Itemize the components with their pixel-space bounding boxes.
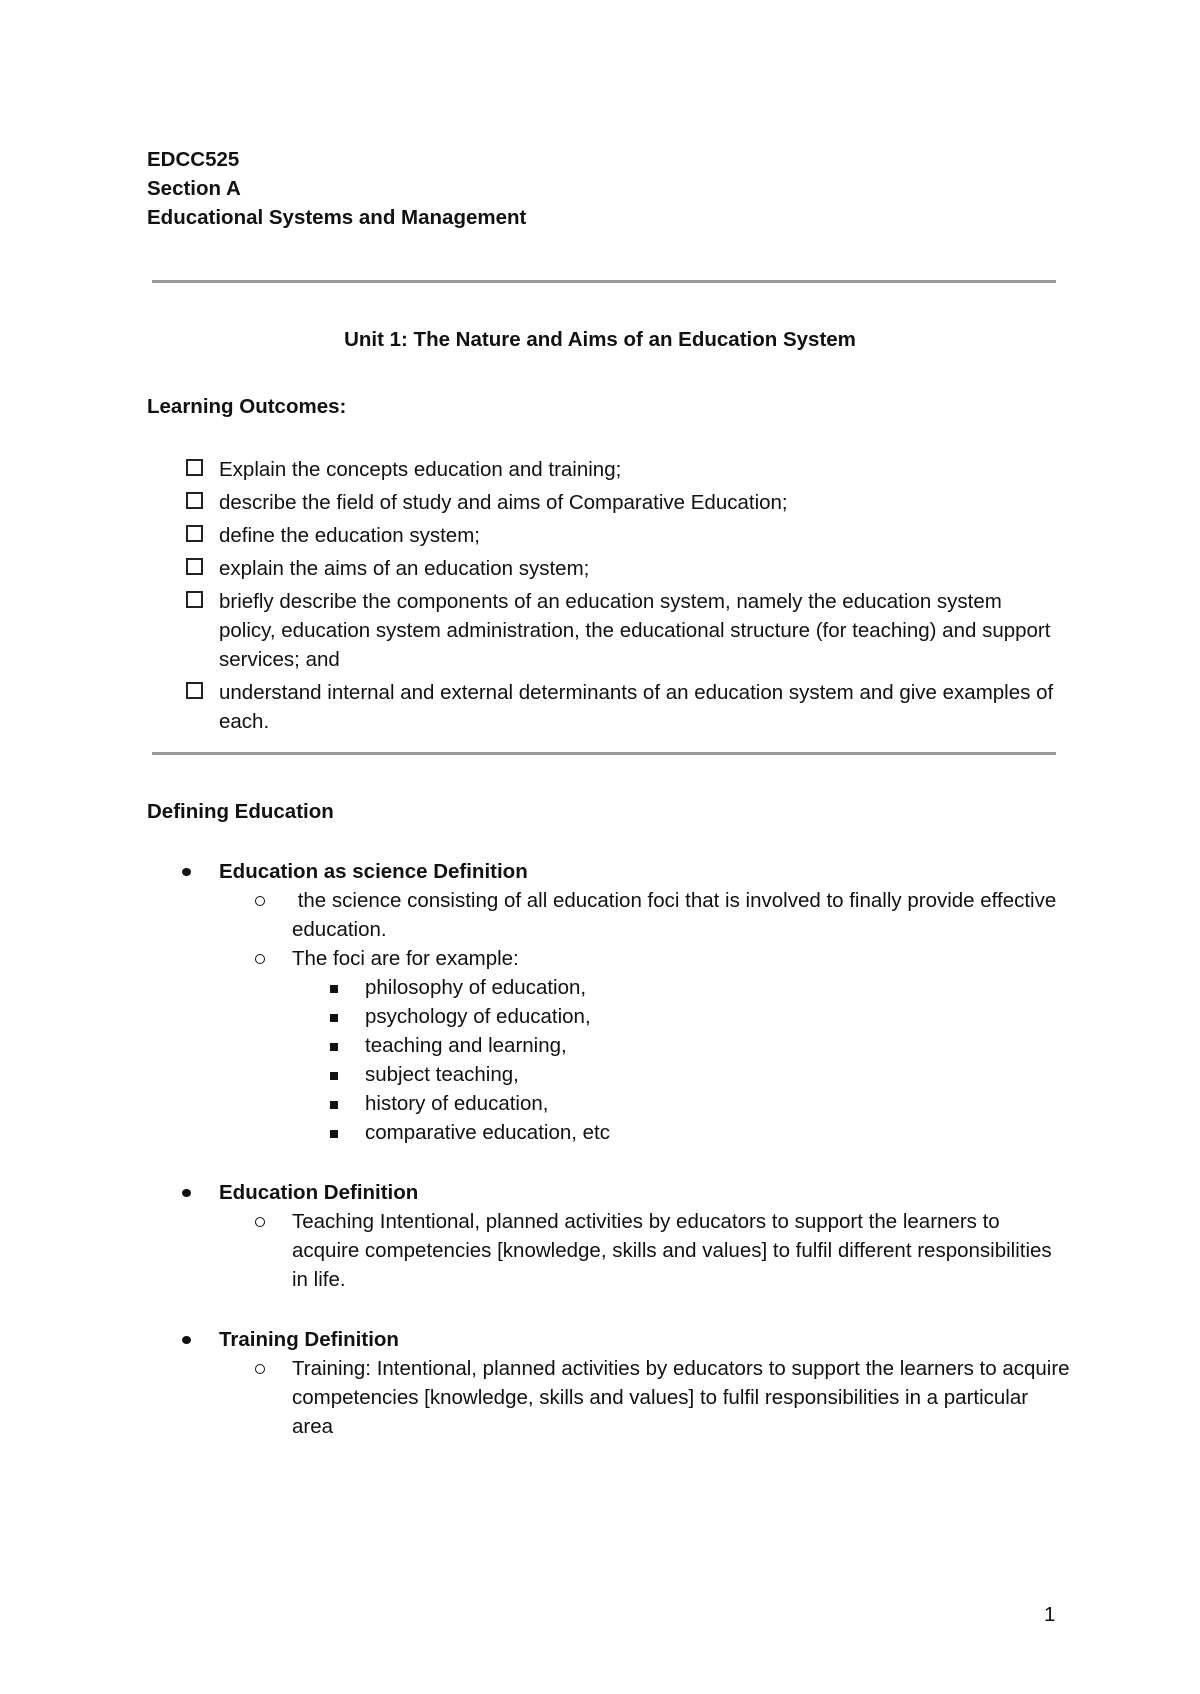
- bullet-icon: [182, 868, 191, 876]
- bullet-title: Education as science Definition: [219, 860, 528, 883]
- sub-text: Teaching Intentional, planned activities by educators to support the learners to acquire competencies [knowledge, skills and values] to fulfil different responsibilities in life.: [292, 1210, 1052, 1291]
- bullet-title: Training Definition: [219, 1328, 399, 1351]
- foci-text: subject teaching,: [365, 1063, 519, 1086]
- section-label: Section A: [147, 177, 241, 200]
- divider-top: [152, 280, 1056, 283]
- square-bullet-icon: [330, 1101, 338, 1109]
- circle-bullet-icon: [255, 1364, 265, 1374]
- circle-bullet-icon: [255, 954, 265, 964]
- checkbox-icon: [186, 682, 203, 699]
- bullet-icon: [182, 1336, 191, 1344]
- square-bullet-icon: [330, 1014, 338, 1022]
- outcome-text: briefly describe the components of an education system, namely the education system policy, education system administration, the educational structure (for teaching) and support services; and: [219, 590, 1051, 671]
- page-number: 1: [1044, 1603, 1056, 1626]
- foci-text: teaching and learning,: [365, 1034, 567, 1057]
- foci-text: psychology of education,: [365, 1005, 591, 1028]
- foci-text: philosophy of education,: [365, 976, 587, 999]
- outcome-text: describe the field of study and aims of Comparative Education;: [219, 491, 788, 514]
- course-title: Educational Systems and Management: [147, 206, 527, 229]
- bullet-icon: [182, 1189, 191, 1197]
- square-bullet-icon: [330, 1072, 338, 1080]
- sub-text: Training: Intentional, planned activities by educators to support the learners to acquire competencies [knowledge, skills and values] to fulfil responsibilities in a particular area: [292, 1357, 1070, 1438]
- outcome-text: explain the aims of an education system;: [219, 557, 590, 580]
- sub-text: The foci are for example:: [292, 947, 519, 970]
- square-bullet-icon: [330, 1043, 338, 1051]
- checkbox-icon: [186, 591, 203, 608]
- foci-text: history of education,: [365, 1092, 549, 1115]
- circle-bullet-icon: [255, 896, 265, 906]
- bullet-title: Education Definition: [219, 1181, 419, 1204]
- foci-text: comparative education, etc: [365, 1121, 610, 1144]
- divider-bottom: [152, 752, 1056, 755]
- checkbox-icon: [186, 492, 203, 509]
- square-bullet-icon: [330, 985, 338, 993]
- sub-text: the science consisting of all education foci that is involved to finally provide effective education.: [292, 889, 1062, 941]
- outcome-text: understand internal and external determinants of an education system and give examples of each.: [219, 681, 1054, 733]
- circle-bullet-icon: [255, 1217, 265, 1227]
- defining-education-heading: Defining Education: [147, 800, 334, 823]
- course-code: EDCC525: [147, 148, 240, 171]
- outcome-text: Explain the concepts education and training;: [219, 458, 622, 481]
- outcome-text: define the education system;: [219, 524, 480, 547]
- square-bullet-icon: [330, 1130, 338, 1138]
- unit-title: Unit 1: The Nature and Aims of an Education System: [344, 328, 856, 351]
- checkbox-icon: [186, 459, 203, 476]
- learning-outcomes-heading: Learning Outcomes:: [147, 395, 347, 418]
- checkbox-icon: [186, 525, 203, 542]
- checkbox-icon: [186, 558, 203, 575]
